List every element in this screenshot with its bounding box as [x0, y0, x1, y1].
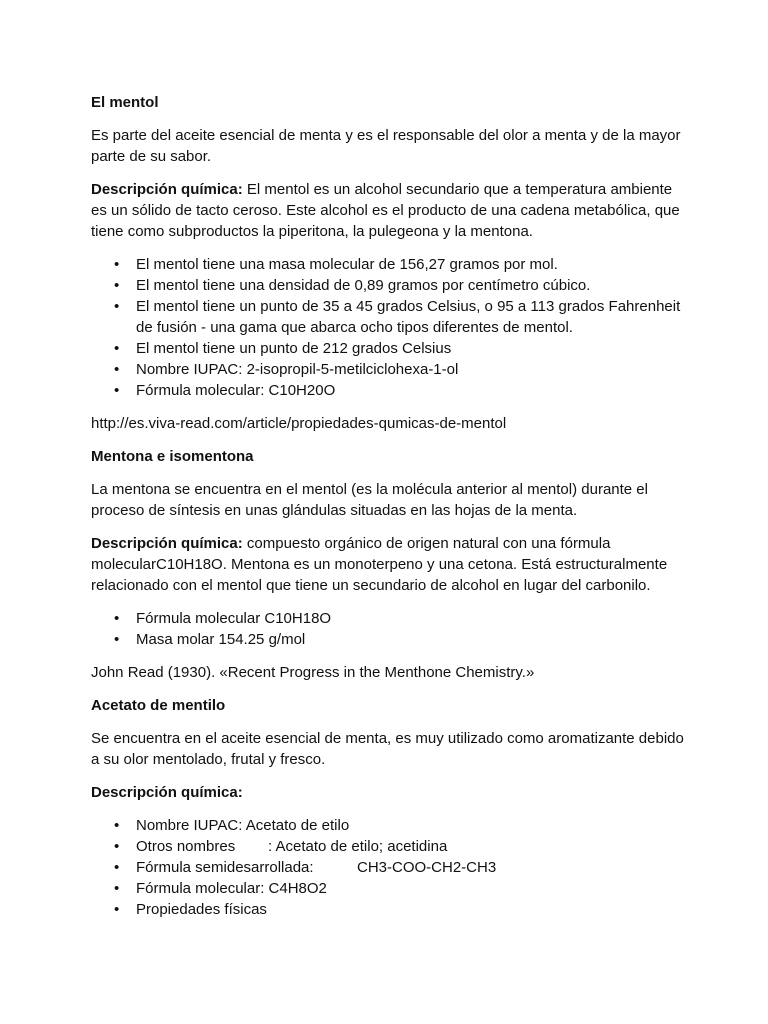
description-text: El mentol es un alcohol secundario que a temperatura ambiente es un sólido de tacto ceroso. Este alcohol es el producto de una cadena metabólica, que tiene como subproductos la piperitona, la pulegeona y la mentona.	[91, 181, 680, 240]
list-item	[91, 608, 691, 629]
list-item-text: Fórmula molecular: C10H20O	[136, 382, 336, 399]
list-item-text: Nombre IUPAC: 2-isopropil-5-metilciclohexa-1-ol	[136, 361, 459, 378]
list-item	[91, 380, 691, 401]
list-item	[91, 275, 691, 296]
list-item-text: Masa molar 154.25 g/mol	[136, 631, 306, 648]
list-item-text: El mentol tiene una densidad de 0,89 gramos por centímetro cúbico.	[136, 277, 591, 294]
list-item-text: Fórmula molecular: C4H8O2	[136, 880, 327, 897]
list-item	[91, 629, 691, 650]
source-citation-mentona: John Read (1930). «Recent Progress in the Menthone Chemistry.»	[91, 664, 535, 681]
bullet-icon: •	[114, 382, 120, 399]
source-citation-mentol: http://es.viva-read.com/article/propiedades-qumicas-de-mentol	[91, 415, 507, 432]
list-item-label: Otros nombres	[136, 838, 236, 855]
list-item-text: Propiedades físicas	[136, 901, 267, 918]
section-heading-mentol: El mentol	[91, 94, 159, 111]
list-item-label: Fórmula semidesarrollada:	[136, 859, 314, 876]
list-item	[91, 836, 691, 857]
list-item-text: El mentol tiene un punto de 35 a 45 grados Celsius, o 95 a 113 grados Fahrenheit de fusión - una gama que abarca ocho tipos diferentes de mentol.	[136, 298, 681, 336]
list-item-value: : Acetato de etilo; acetidina	[268, 838, 448, 855]
bullet-icon: •	[114, 880, 120, 897]
bullet-icon: •	[114, 901, 120, 918]
list-item	[91, 899, 691, 920]
bullet-icon: •	[114, 859, 120, 876]
list-item-value: CH3-COO-CH2-CH3	[357, 859, 497, 876]
list-item	[91, 815, 691, 836]
bullet-icon: •	[114, 277, 120, 294]
description-label: Descripción química:	[91, 181, 243, 198]
document-page	[91, 92, 691, 932]
bullet-list-mentol	[91, 254, 691, 401]
list-item-text: Fórmula molecular C10H18O	[136, 610, 332, 627]
list-item-text: Nombre IUPAC: Acetato de etilo	[136, 817, 350, 834]
description-label: Descripción química:	[91, 535, 243, 552]
bullet-icon: •	[114, 817, 120, 834]
list-item	[91, 254, 691, 275]
list-item	[91, 338, 691, 359]
list-item	[91, 296, 691, 338]
list-item-text: El mentol tiene una masa molecular de 156,27 gramos por mol.	[136, 256, 558, 273]
description-text: compuesto orgánico de origen natural con una fórmula molecularC10H18O. Mentona es un monoterpeno y una cetona. Está estructuralmente relacionado con el mentol que tiene un secundario de alcohol en lugar del carbonilo.	[91, 535, 668, 594]
paragraph-description-mentol	[91, 179, 691, 242]
bullet-list-acetato	[91, 815, 691, 920]
section-heading-mentona: Mentona e isomentona	[91, 448, 254, 465]
list-item	[91, 857, 691, 878]
paragraph-intro-mentona: La mentona se encuentra en el mentol (es la molécula anterior al mentol) durante el proceso de síntesis en unas glándulas situadas en las hojas de la menta.	[91, 481, 648, 519]
bullet-icon: •	[114, 256, 120, 273]
bullet-icon: •	[114, 298, 120, 315]
bullet-list-mentona	[91, 608, 691, 650]
list-item	[91, 878, 691, 899]
section-heading-acetato: Acetato de mentilo	[91, 697, 226, 714]
description-label-acetato: Descripción química:	[91, 784, 243, 801]
list-item-text: El mentol tiene un punto de 212 grados Celsius	[136, 340, 452, 357]
bullet-icon: •	[114, 340, 120, 357]
paragraph-description-mentona	[91, 533, 691, 596]
bullet-icon: •	[114, 610, 120, 627]
paragraph-intro-mentol: Es parte del aceite esencial de menta y es el responsable del olor a menta y de la mayor parte de su sabor.	[91, 127, 681, 165]
bullet-icon: •	[114, 361, 120, 378]
list-item	[91, 359, 691, 380]
bullet-icon: •	[114, 631, 120, 648]
paragraph-intro-acetato: Se encuentra en el aceite esencial de menta, es muy utilizado como aromatizante debido a su olor mentolado, frutal y fresco.	[91, 730, 684, 768]
bullet-icon: •	[114, 838, 120, 855]
